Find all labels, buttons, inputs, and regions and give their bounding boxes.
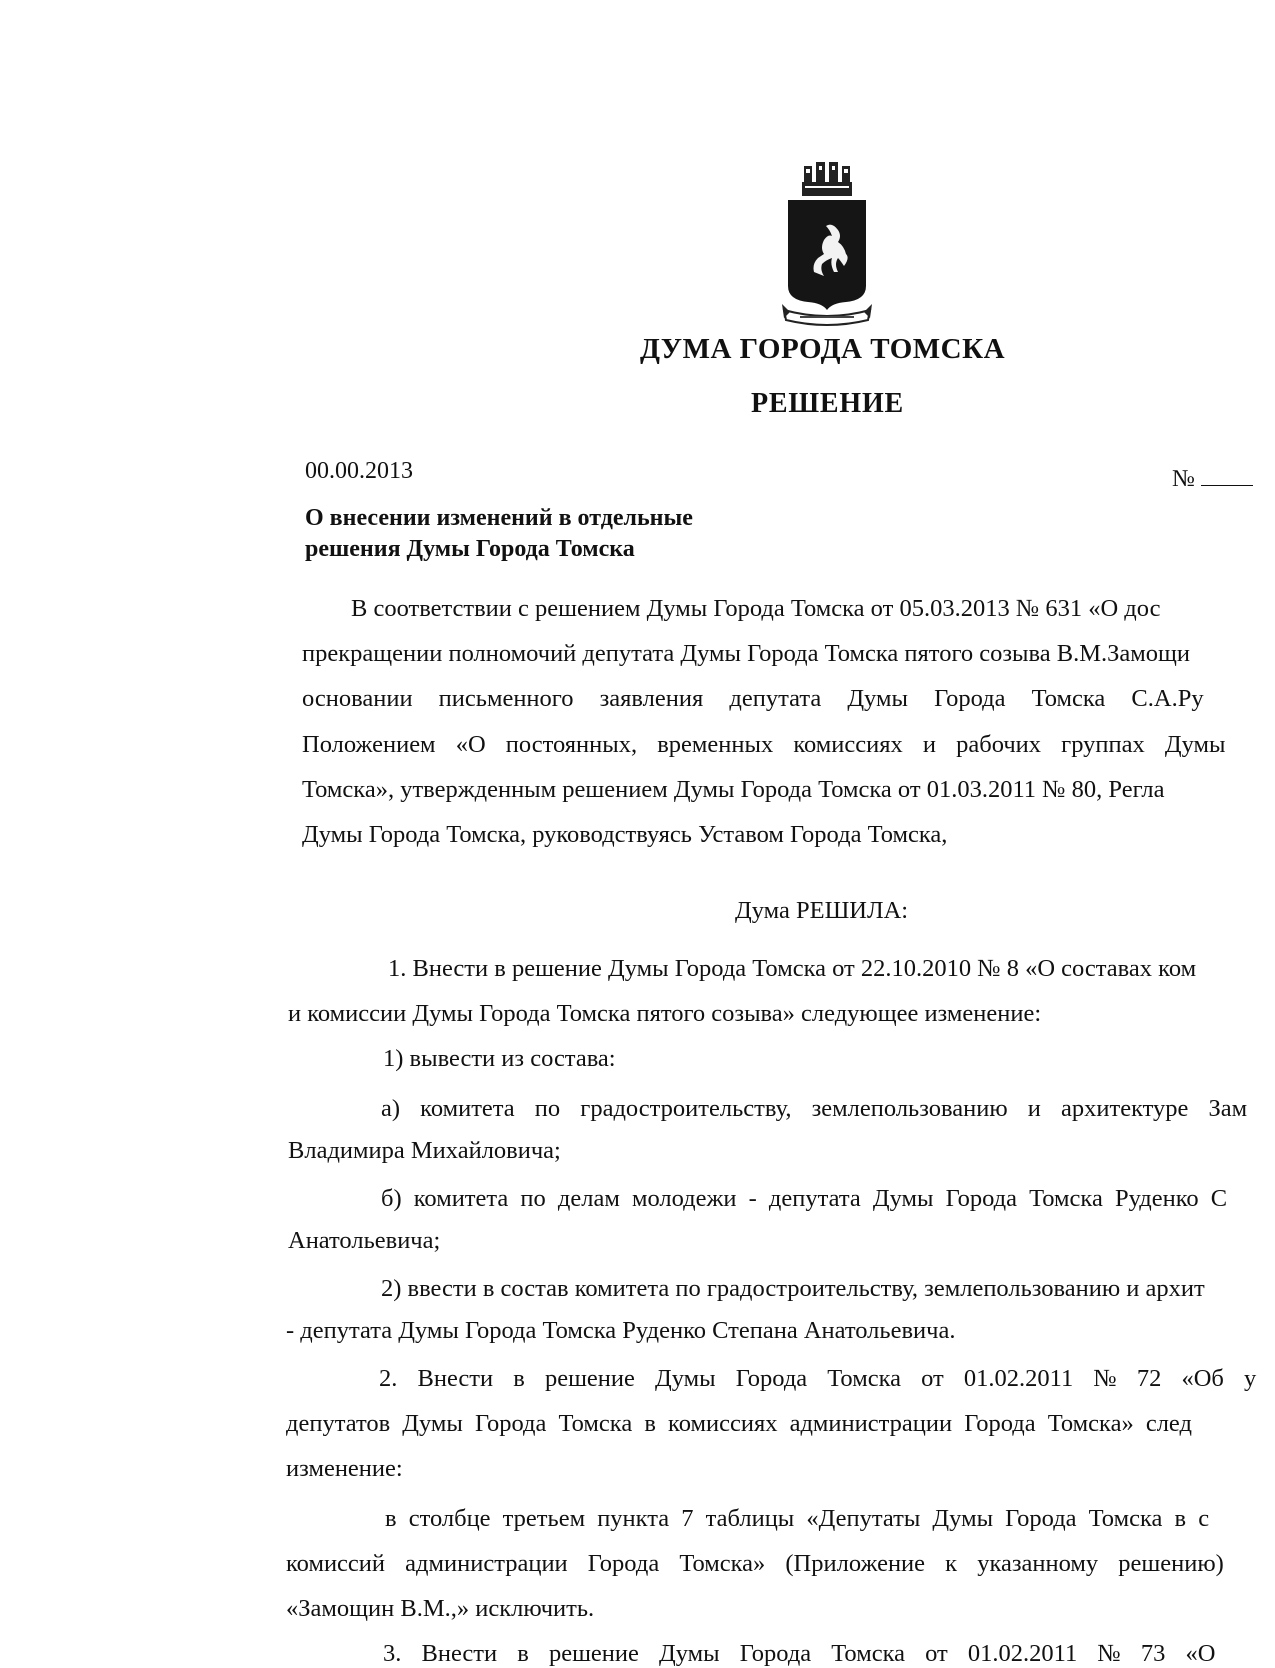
body-line: б) комитета по делам молодежи - депутата Думы Города Томска Руденко С [381, 1185, 1228, 1212]
body-line: депутатов Думы Города Томска в комиссиях администрации Города Томска» след [286, 1410, 1192, 1437]
body-line: Владимира Михайловича; [288, 1137, 561, 1164]
decision-date: 00.00.2013 [305, 458, 413, 484]
body-line: 2) ввести в состав комитета по градостроительству, землепользованию и архит [381, 1275, 1205, 1302]
number-label: № [1172, 466, 1195, 492]
body-line: Анатольевича; [288, 1227, 441, 1254]
body-line: 1. Внести в решение Думы Города Томска от 22.10.2010 № 8 «О составах ком [388, 955, 1197, 982]
tomsk-coat-of-arms-icon [780, 160, 874, 334]
preamble-line: основании письменного заявления депутата Думы Города Томска С.А.Ру [302, 685, 1204, 712]
organization-title: ДУМА ГОРОДА ТОМСКА [640, 333, 1006, 365]
preamble-line: Положением «О постоянных, временных комиссиях и рабочих группах Думы [302, 731, 1226, 758]
body-line: и комиссии Думы Города Томска пятого созыва» следующее изменение: [288, 1000, 1042, 1027]
preamble-line: Томска», утвержденным решением Думы Города Томска от 01.03.2011 № 80, Регла [302, 776, 1165, 803]
decision-subject [305, 503, 693, 565]
body-line: 1) вывести из состава: [383, 1045, 616, 1072]
decision-heading: Дума РЕШИЛА: [735, 897, 909, 924]
body-line: - депутата Думы Города Томска Руденко Степана Анатольевича. [286, 1317, 956, 1344]
subject-line: О внесении изменений в отдельные [305, 505, 693, 531]
body-line: «Замощин В.М.,» исключить. [286, 1595, 595, 1622]
preamble-line: Думы Города Томска, руководствуясь Уставом Города Томска, [302, 821, 948, 848]
document-type: РЕШЕНИЕ [751, 388, 905, 419]
body-line: комиссий администрации Города Томска» (Приложение к указанному решению) [286, 1550, 1224, 1577]
body-line: 2. Внести в решение Думы Города Томска от 01.02.2011 № 72 «Об у [379, 1365, 1257, 1392]
body-line: изменение: [286, 1455, 403, 1482]
body-line: 3. Внести в решение Думы Города Томска от 01.02.2011 № 73 «О [383, 1640, 1216, 1667]
subject-line: решения Думы Города Томска [305, 536, 635, 562]
body-line: в столбце третьем пункта 7 таблицы «Депутаты Думы Города Томска в с [385, 1505, 1210, 1532]
preamble-line: В соответствии с решением Думы Города Томска от 05.03.2013 № 631 «О дос [351, 595, 1161, 622]
preamble-line: прекращении полномочий депутата Думы Города Томска пятого созыва В.М.Замощи [302, 640, 1191, 667]
number-blank [1201, 467, 1253, 486]
body-line: а) комитета по градостроительству, землепользованию и архитектуре Зам [381, 1095, 1248, 1122]
decision-number [1172, 466, 1253, 493]
